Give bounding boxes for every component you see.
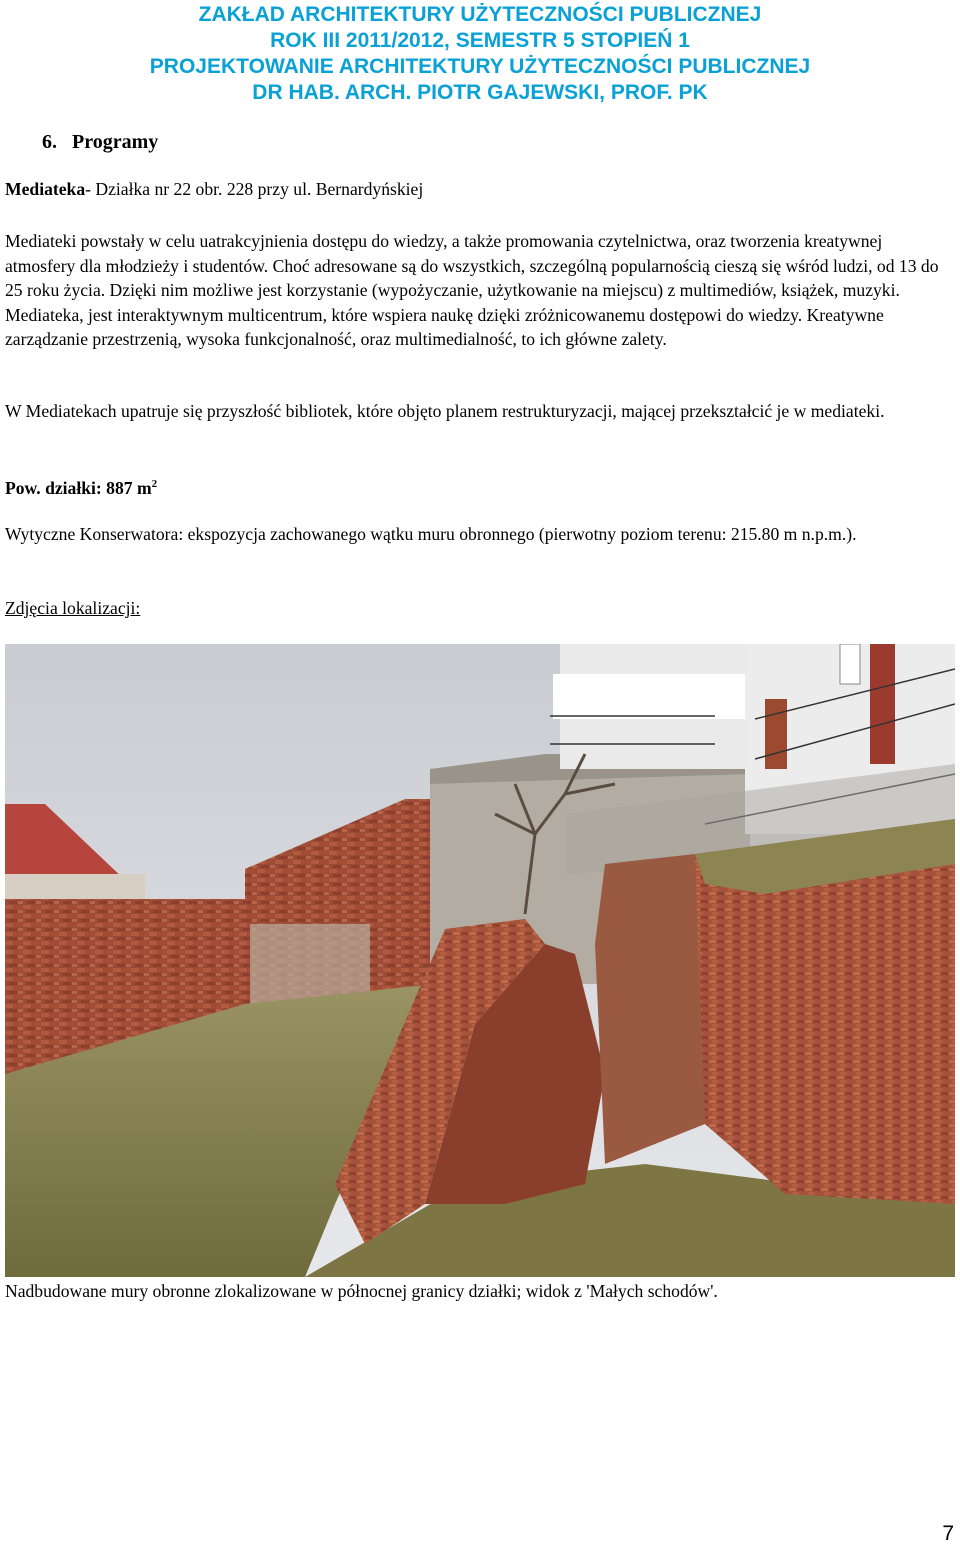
header-line-professor: DR HAB. ARCH. PIOTR GAJEWSKI, PROF. PK <box>252 81 708 104</box>
section-title: Programy <box>72 131 159 153</box>
header-line-year: ROK III 2011/2012, SEMESTR 5 STOPIEŃ 1 <box>270 29 690 52</box>
section-heading <box>42 131 158 154</box>
page-number: 7 <box>942 1522 954 1545</box>
photo-caption: Nadbudowane mury obronne zlokalizowane w północnej granicy działki; widok z 'Małych schodów'. <box>5 1281 718 1301</box>
plot-area-unit-sup: 2 <box>151 478 158 490</box>
photos-heading <box>5 596 955 621</box>
subject-rest: - Działka nr 22 obr. 228 przy ul. Bernardyńskiej <box>85 179 424 199</box>
section-number: 6. <box>42 131 57 153</box>
subject-bold: Mediateka <box>5 179 86 199</box>
subject-line <box>5 177 955 202</box>
conservator-guidelines: Wytyczne Konserwatora: ekspozycja zachowanego wątku muru obronnego (pierwotny poziom terenu: 215.80 m n.p.m.). <box>5 524 857 544</box>
plot-area-label: Pow. działki: 887 m <box>5 477 152 498</box>
paragraph-intro: Mediateki powstały w celu uatrakcyjnienia dostępu do wiedzy, a także promowania czytelnictwa, oraz tworzenia kreatywnej atmosfery dla młodzieży i studentów. Choć adresowane są do wszystkich, szczególną popularnością cieszą się wśród ludzi, od 13 do 25 roku życia. Dzięki nim możliwe jest korzystanie (wypożyczanie, użytkowanie na miejscu) z multimediów, książek, muzyki. Mediateka, jest interaktywnym multicentrum, które wspiera naukę dzięki zróżnicowanemu dostępowi do wiedzy. Kreatywne zarządzanie przestrzenią, wysoka funkcjonalność, oraz multimedialność, to ich główne zalety. <box>5 231 939 349</box>
paragraph-future: W Mediatekach upatruje się przyszłość bibliotek, które objęto planem restrukturyzacji, mającej przekształcić je w mediateki. <box>5 401 885 421</box>
photos-heading-text: Zdjęcia lokalizacji: <box>5 598 141 618</box>
document-header <box>0 2 960 106</box>
header-line-course: PROJEKTOWANIE ARCHITEKTURY UŻYTECZNOŚCI PUBLICZNEJ <box>149 55 811 78</box>
site-photo <box>5 644 955 1277</box>
site-photo-illustration <box>5 644 955 1277</box>
plot-area <box>5 472 955 500</box>
header-line-department: ZAKŁAD ARCHITEKTURY UŻYTECZNOŚCI PUBLICZNEJ <box>198 3 762 26</box>
